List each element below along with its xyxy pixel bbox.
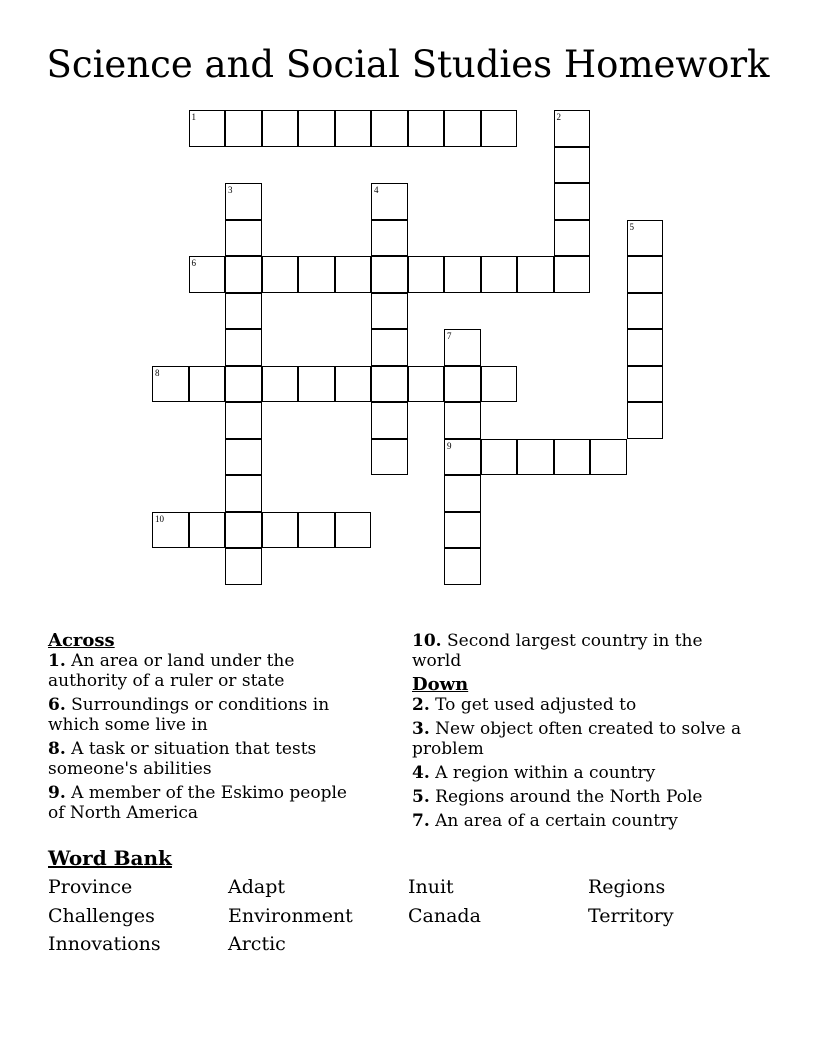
word-bank-item: Inuit [408,876,454,898]
crossword-cell[interactable] [189,512,226,549]
crossword-cell[interactable] [408,256,445,293]
crossword-cell[interactable] [481,439,518,476]
crossword-cell[interactable] [444,256,481,293]
clue-across-9 [48,783,368,823]
crossword-cell[interactable] [554,147,591,184]
crossword-cell[interactable] [225,548,262,585]
crossword-cell[interactable] [517,439,554,476]
crossword-cell[interactable] [371,366,408,403]
crossword-cell[interactable] [481,110,518,147]
clue-across-10 [412,631,742,671]
crossword-cell[interactable] [627,329,664,366]
crossword-cell[interactable] [444,329,481,366]
clue-number: 8. [48,739,66,759]
crossword-cell[interactable] [554,110,591,147]
across-clues [48,631,368,827]
crossword-cell[interactable] [152,512,189,549]
clue-number: 5. [412,787,430,807]
clue-down-5 [412,787,742,807]
crossword-cell[interactable] [298,512,335,549]
clue-text: An area of a certain country [435,811,678,831]
crossword-cell[interactable] [335,366,372,403]
word-bank-item: Province [48,876,133,898]
crossword-cell[interactable] [298,366,335,403]
cell-number: 9 [447,440,452,451]
clue-down-2 [412,695,742,715]
crossword-cell[interactable] [225,256,262,293]
clue-down-3 [412,719,742,759]
crossword-cell[interactable] [444,475,481,512]
crossword-cell[interactable] [371,110,408,147]
cell-number: 3 [228,185,233,195]
clue-across-6 [48,695,368,735]
cell-number: 7 [447,331,452,341]
crossword-cell[interactable] [225,293,262,330]
crossword-cell[interactable] [481,256,518,293]
crossword-cell[interactable] [262,110,299,147]
crossword-cell[interactable] [627,220,664,257]
cell-number: 4 [374,185,379,195]
clue-text: Second largest country in the world [412,631,703,671]
crossword-cell[interactable] [627,293,664,330]
crossword-cell[interactable] [371,183,408,220]
crossword-cell[interactable] [408,366,445,403]
crossword-cell[interactable] [262,256,299,293]
word-bank-item: Regions [588,876,666,898]
crossword-cell[interactable] [627,402,664,439]
clue-number: 10. [412,631,442,651]
clue-across-1 [48,651,368,691]
word-bank-item: Territory [588,905,674,927]
word-bank-item: Challenges [48,905,155,927]
crossword-cell[interactable] [225,475,262,512]
clues-column-2 [412,631,742,835]
crossword-cell[interactable] [554,439,591,476]
crossword-cell[interactable] [225,220,262,257]
crossword-cell[interactable] [554,183,591,220]
crossword-cell[interactable] [444,512,481,549]
crossword-cell[interactable] [225,512,262,549]
word-bank-item: Environment [228,905,353,927]
word-bank-item: Canada [408,905,481,927]
crossword-cell[interactable] [444,366,481,403]
crossword-cell[interactable] [371,402,408,439]
crossword-cell[interactable] [152,366,189,403]
clue-text: To get used adjusted to [435,695,637,715]
clue-number: 2. [412,695,430,715]
clue-text: A region within a country [435,763,656,783]
crossword-cell[interactable] [371,329,408,366]
clue-text: A member of the Eskimo people of North America [48,783,347,823]
crossword-cell[interactable] [444,439,481,476]
crossword-cell[interactable] [517,256,554,293]
crossword-cell[interactable] [371,256,408,293]
crossword-cell[interactable] [371,220,408,257]
crossword-cell[interactable] [189,110,226,147]
clue-number: 3. [412,719,430,739]
cell-number: 10 [155,513,164,524]
clue-text: Regions around the North Pole [435,787,703,807]
clue-down-4 [412,763,742,783]
crossword-cell[interactable] [225,439,262,476]
crossword-cell[interactable] [554,256,591,293]
crossword-cell[interactable] [444,110,481,147]
clue-down-7 [412,811,742,831]
crossword-cell[interactable] [225,366,262,403]
clue-text: Surroundings or conditions in which some live in [48,695,330,735]
cell-number: 5 [629,221,634,232]
crossword-cell[interactable] [189,256,226,293]
cell-number: 1 [191,112,196,122]
clue-text: An area or land under the authority of a ruler or state [48,651,295,691]
cell-number: 2 [556,112,561,122]
across-heading: Across [48,630,115,651]
crossword-cell[interactable] [444,548,481,585]
word-bank-item: Innovations [48,933,161,955]
crossword-cell[interactable] [298,256,335,293]
crossword-cell[interactable] [225,110,262,147]
crossword-cell[interactable] [554,220,591,257]
word-bank-item: Adapt [228,876,286,898]
crossword-cell[interactable] [481,366,518,403]
clue-number: 6. [48,695,66,715]
crossword-cell[interactable] [298,110,335,147]
crossword-cell[interactable] [408,110,445,147]
crossword-cell[interactable] [262,512,299,549]
crossword-cell[interactable] [335,110,372,147]
crossword-cell[interactable] [444,402,481,439]
crossword-cell[interactable] [335,512,372,549]
clue-number: 4. [412,763,430,783]
crossword-cell[interactable] [262,366,299,403]
crossword-cell[interactable] [371,293,408,330]
crossword-cell[interactable] [590,439,627,476]
clue-text: New object often created to solve a problem [412,719,742,759]
word-bank-item: Arctic [228,933,286,955]
crossword-cell[interactable] [335,256,372,293]
crossword-cell[interactable] [371,439,408,476]
clue-number: 1. [48,651,66,671]
cell-number: 6 [191,258,196,268]
page-title: Science and Social Studies Homework [46,43,770,86]
crossword-cell[interactable] [627,256,664,293]
crossword-cell[interactable] [225,183,262,220]
clue-text: A task or situation that tests someone's abilities [48,739,317,779]
crossword-cell[interactable] [225,329,262,366]
clue-number: 7. [412,811,430,831]
crossword-cell[interactable] [225,402,262,439]
word-bank-heading: Word Bank [48,846,172,870]
crossword-cell[interactable] [627,366,664,403]
down-heading: Down [412,674,469,695]
crossword-cell[interactable] [189,366,226,403]
clue-across-8 [48,739,368,779]
clue-number: 9. [48,783,66,803]
cell-number: 8 [155,367,160,378]
